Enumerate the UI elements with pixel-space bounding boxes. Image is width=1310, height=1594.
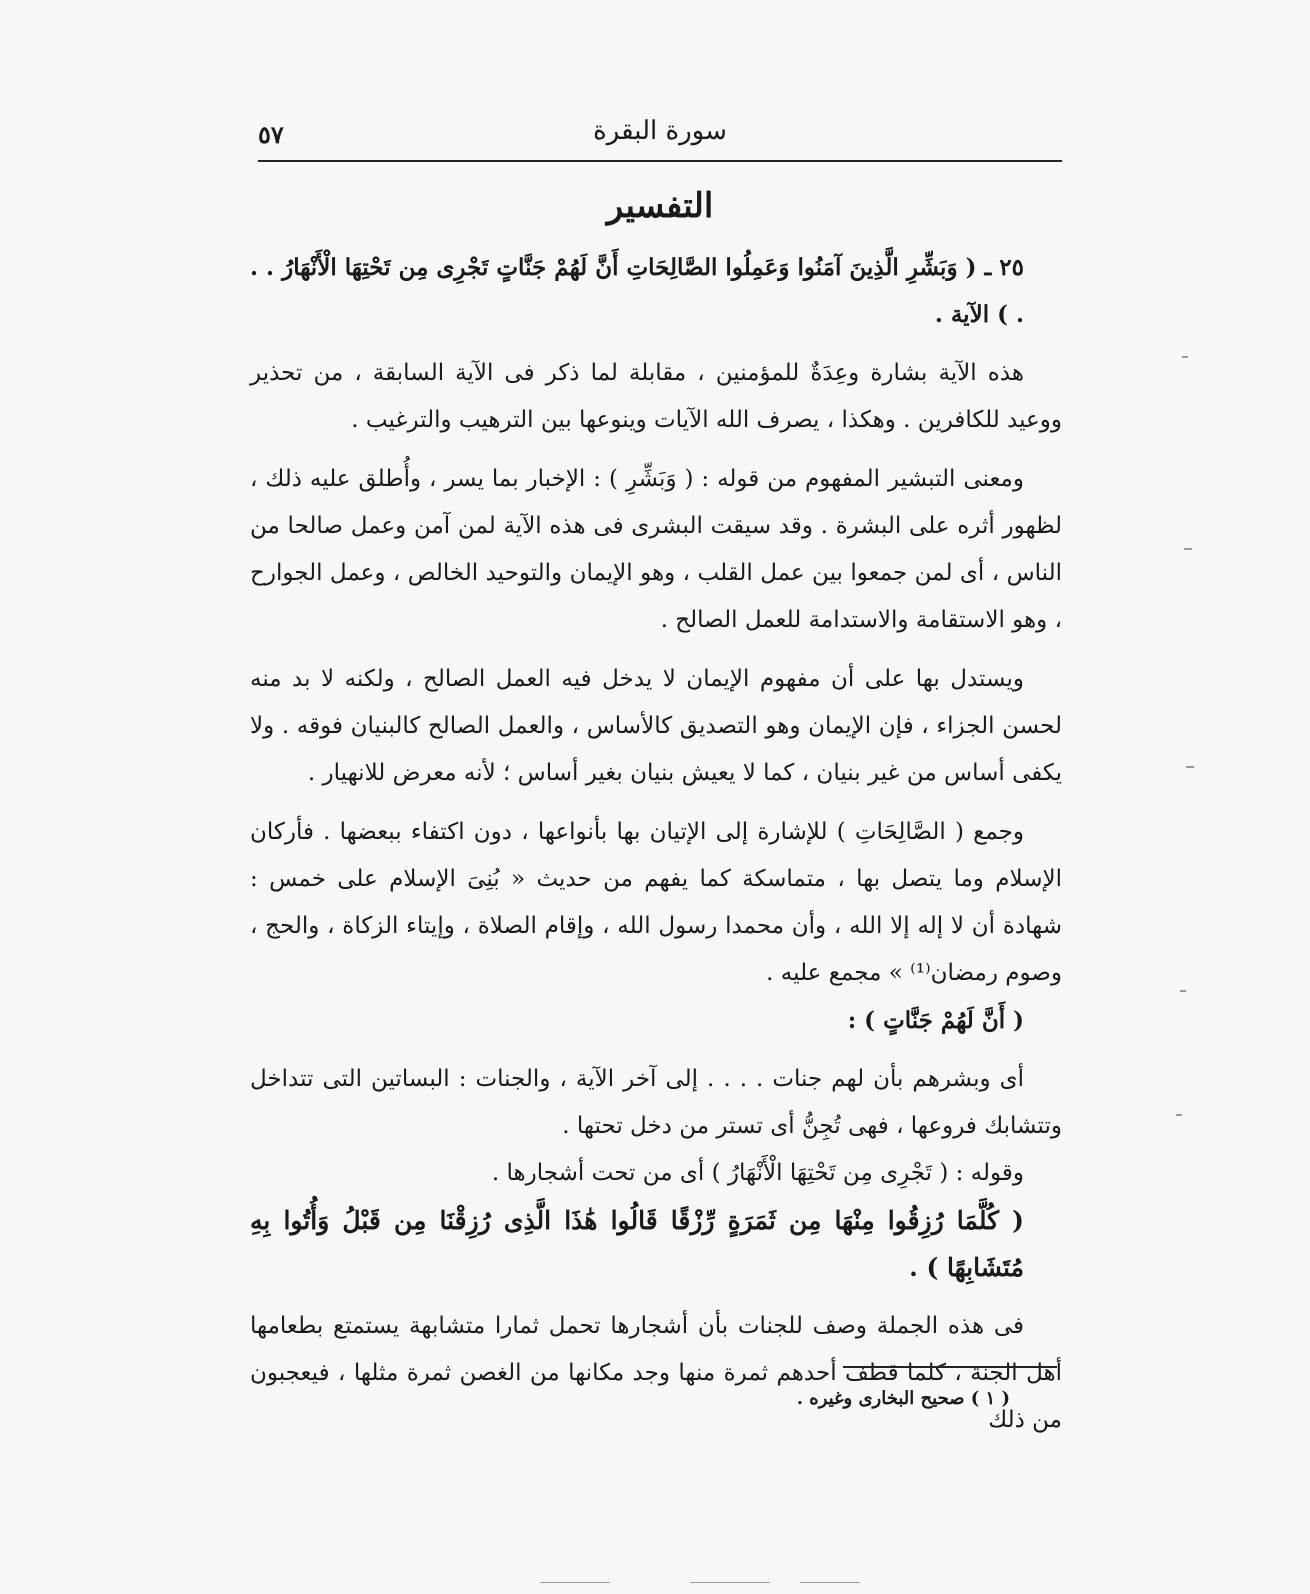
scan-mark (540, 1582, 610, 1583)
verse-heading-25: ٢٥ ـ ( وَبَشِّرِ الَّذِينَ آمَنُوا وَعَمِلُوا الصَّالِحَاتِ أَنَّ لَهُمْ جَنَّاتٍ تَجْرِى مِن تَحْتِهَا الْأَنْهَارُ . . . ) الآية . (250, 254, 1024, 328)
scan-mark (1182, 356, 1188, 358)
page-number: ٥٧ (258, 120, 284, 149)
commentary-body (250, 244, 1062, 1444)
paragraph-tabshir: ومعنى التبشير المفهوم من قوله : ( وَبَشِّرِ ) : الإخبار بما يسر ، وأُطلق عليه ذلك ، لظهور أثره على البشرة . وقد سيقت البشرى فى هذه الآية لمن آمن وعمل صالحا من الناس ، أى لمن جمعوا بين عمل القلب ، وهو الإيمان والتوحيد الخالص ، وعمل الجوارح ، وهو الاستقامة والاستدامة للعمل الصالح . (250, 466, 1062, 633)
paragraph-iman: ويستدل بها على أن مفهوم الإيمان لا يدخل فيه العمل الصالح ، ولكنه لا بد منه لحسن الجزاء ، فإن الإيمان وهو التصديق كالأساس ، والعمل الصالح كالبنيان فوقه . ولا يكفى أساس من غير بنيان ، كما لا يعيش بنيان بغير أساس ؛ لأنه معرض للانهيار . (250, 666, 1062, 786)
running-head (258, 116, 1062, 162)
verse-fragment-jannat: ( أَنَّ لَهُمْ جَنَّاتٍ ) : (847, 1007, 1024, 1034)
scan-mark (800, 1582, 860, 1583)
paragraph-intro: هذه الآية بشارة وعِدَةٌ للمؤمنين ، مقابلة لما ذكر فى الآية السابقة ، من تحذير ووعيد للكافرين . وهكذا ، يصرف الله الآيات وينوعها بين الترهيب والترغيب . (250, 360, 1062, 433)
paragraph-thimar: فى هذه الجملة وصف للجنات بأن أشجارها تحمل ثمارا متشابهة يستمتع بطعامها أهل الجنة ، كلما قطف أحدهم ثمرة منها وجد مكانها من الغصن ثمرة مثلها ، فيعجبون من ذلك (250, 1313, 1063, 1433)
footnote: ( ١ ) صحيح البخارى وغيره . (796, 1388, 1010, 1409)
scan-mark (690, 1582, 770, 1583)
section-heading: التفسير (606, 186, 714, 226)
footnote-rule (843, 1366, 1057, 1368)
surah-title: سورة البقرة (593, 116, 727, 146)
verse-fragment-kullama: ( كُلَّمَا رُزِقُوا مِنْهَا مِن ثَمَرَةٍ رِّزْقًا قَالُوا هَٰذَا الَّذِى رُزِقْنَا مِن قَبْلُ وَأُتُوا بِهِ مُتَشَابِهًا ) . (250, 1206, 1024, 1282)
scan-mark (1184, 548, 1192, 550)
scan-mark (1180, 990, 1186, 992)
scan-mark (1186, 766, 1194, 768)
paragraph-salihat: وجمع ( الصَّالِحَاتِ ) للإشارة إلى الإتيان بها بأنواعها ، دون اكتفاء ببعضها . فأركان الإسلام وما يتصل بها ، متماسكة كما يفهم من حديث « بُنِىَ الإسلام على خمس : شهادة أن لا إله إلا الله ، وأن محمدا رسول الله ، وإقام الصلاة ، وإيتاء الزكاة ، والحج ، وصوم رمضان⁽¹⁾ » مجمع عليه . (250, 819, 1062, 986)
scan-mark (1176, 1114, 1182, 1116)
paragraph-jannat: أى وبشرهم بأن لهم جنات . . . . إلى آخر الآية ، والجنات : البساتين التى تتداخل وتتشابك فروعها ، فهى تُجِنُّ أى تستر من دخل تحتها . (250, 1066, 1062, 1139)
paragraph-anhar: وقوله : ( تَجْرِى مِن تَحْتِهَا الْأَنْهَارُ ) أى من تحت أشجارها . (491, 1160, 1024, 1186)
